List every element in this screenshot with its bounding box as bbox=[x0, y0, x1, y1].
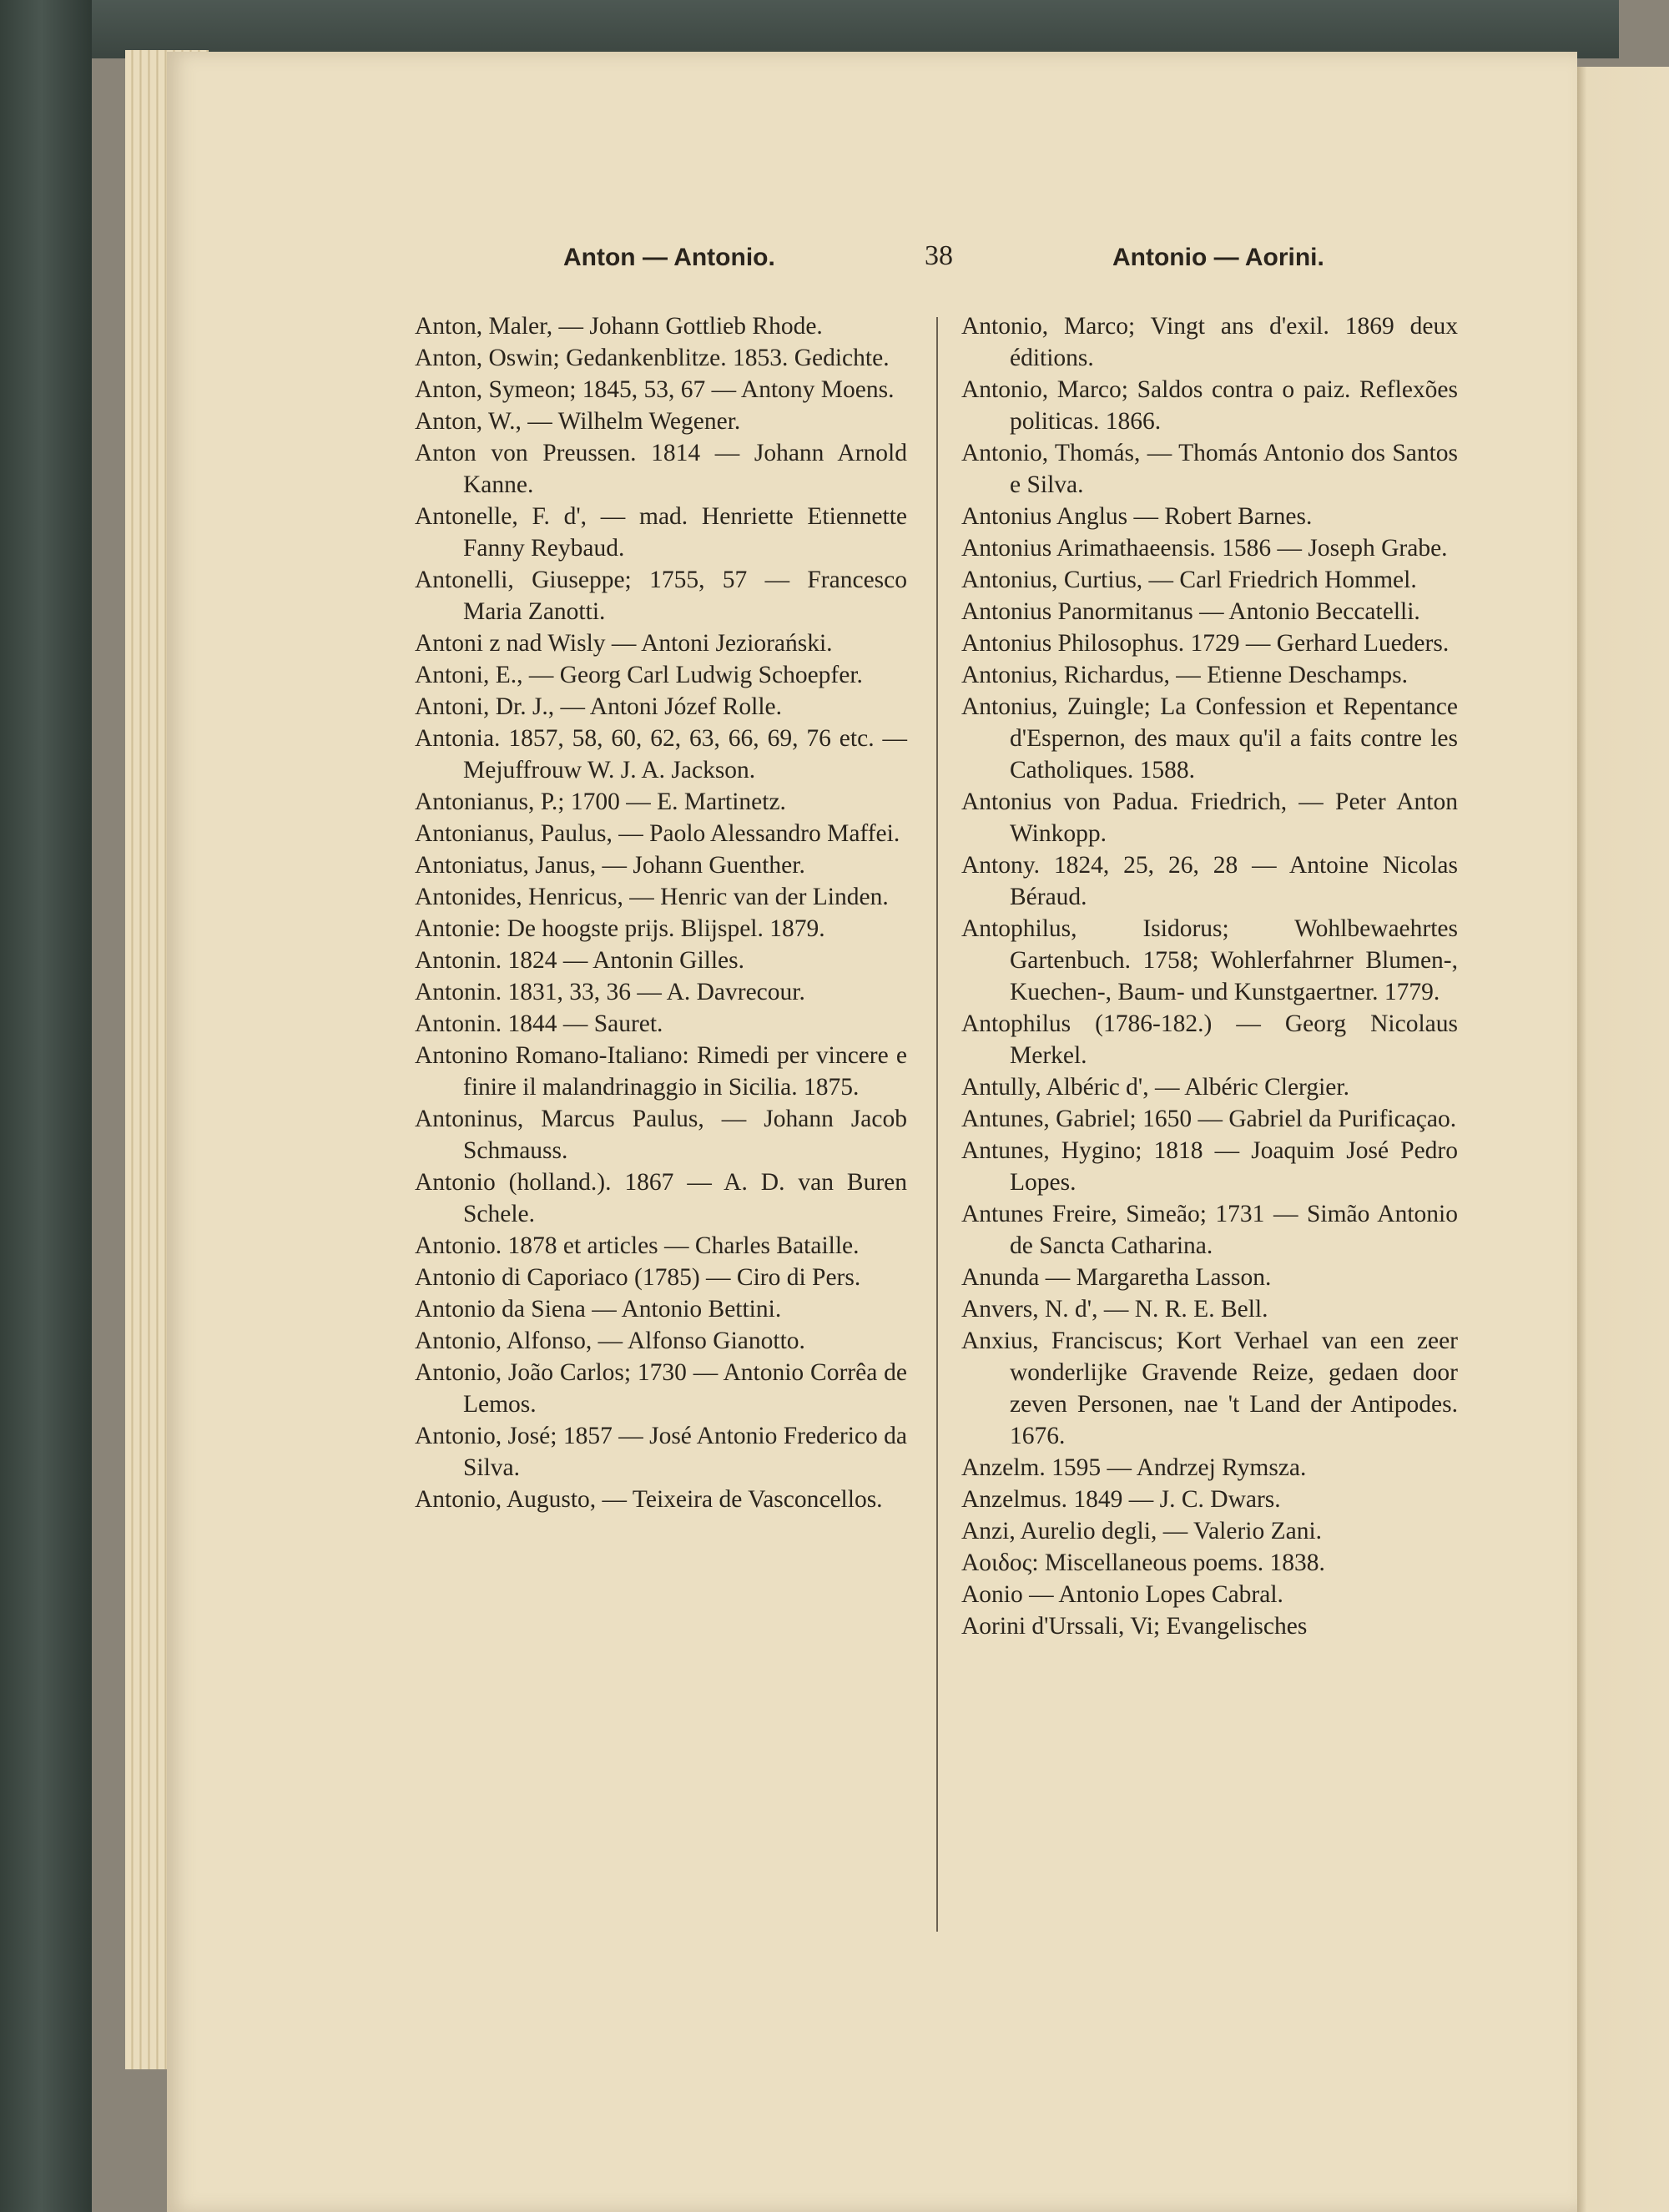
index-entry: Antonelli, Giuseppe; 1755, 57 — Francesco Maria Zanotti. bbox=[415, 567, 907, 625]
index-entry: Αοιδος: Miscellaneous poems. 1838. bbox=[961, 1549, 1325, 1576]
right-column bbox=[961, 310, 1458, 1642]
index-entry: Antoni, E., — Georg Carl Ludwig Schoepfer. bbox=[415, 662, 863, 688]
index-entry: Antoniatus, Janus, — Johann Guenther. bbox=[415, 852, 805, 879]
index-entry: Antonius Panormitanus — Antonio Beccatelli. bbox=[961, 598, 1420, 625]
index-entry: Antonius Anglus — Robert Barnes. bbox=[961, 503, 1313, 530]
index-entry: Antonin. 1831, 33, 36 — A. Davrecour. bbox=[415, 979, 805, 1005]
index-entry: Antonio, João Carlos; 1730 — Antonio Corrêa de Lemos. bbox=[415, 1359, 907, 1418]
index-entry: Antunes, Gabriel; 1650 — Gabriel da Purificaçao. bbox=[961, 1106, 1457, 1132]
index-entry: Antonio, Thomás, — Thomás Antonio dos Santos e Silva. bbox=[961, 440, 1458, 498]
index-entry: Antunes Freire, Simeão; 1731 — Simão Antonio de Sancta Catharina. bbox=[961, 1201, 1458, 1259]
index-entry: Antonio, Alfonso, — Alfonso Gianotto. bbox=[415, 1328, 805, 1354]
index-entry: Anzi, Aurelio degli, — Valerio Zani. bbox=[961, 1518, 1323, 1544]
column-divider bbox=[936, 317, 938, 1932]
index-entry: Anton, Symeon; 1845, 53, 67 — Antony Moens. bbox=[415, 376, 895, 403]
index-entry: Antonides, Henricus, — Henric van der Linden. bbox=[415, 884, 889, 910]
index-entry: Antonianus, Paulus, — Paolo Alessandro Maffei. bbox=[415, 820, 900, 847]
index-entry: Antonia. 1857, 58, 60, 62, 63, 66, 69, 76 etc. — Mejuffrouw W. J. A. Jackson. bbox=[415, 725, 907, 784]
index-entry: Antonio di Caporiaco (1785) — Ciro di Pers. bbox=[415, 1264, 861, 1291]
index-entry: Antonio. 1878 et articles — Charles Bataille. bbox=[415, 1232, 860, 1259]
index-entry: Anzelm. 1595 — Andrzej Rymsza. bbox=[961, 1454, 1307, 1481]
index-entry: Anton von Preussen. 1814 — Johann Arnold Kanne. bbox=[415, 440, 907, 498]
index-entry: Anzelmus. 1849 — J. C. Dwars. bbox=[961, 1486, 1281, 1513]
index-entry: Antonio da Siena — Antonio Bettini. bbox=[415, 1296, 782, 1323]
book-cover-top bbox=[50, 0, 1619, 58]
index-entry: Antonius Philosophus. 1729 — Gerhard Lueders. bbox=[961, 630, 1450, 657]
index-entry: Antonio, Augusto, — Teixeira de Vasconcellos. bbox=[415, 1486, 883, 1513]
facing-page-edge bbox=[1576, 67, 1669, 2212]
index-entry: Anxius, Franciscus; Kort Verhael van een zeer wonderlijke Gravende Reize, gedaen door zeven Personen, nae 't Land der Antipodes. 1676. bbox=[961, 1328, 1458, 1449]
index-entry: Anton, Oswin; Gedankenblitze. 1853. Gedichte. bbox=[415, 345, 890, 371]
index-entry: Anvers, N. d', — N. R. E. Bell. bbox=[961, 1296, 1268, 1323]
index-entry: Antonio (holland.). 1867 — A. D. van Buren Schele. bbox=[415, 1169, 907, 1227]
index-entry: Antoninus, Marcus Paulus, — Johann Jacob Schmauss. bbox=[415, 1106, 907, 1164]
index-entry: Antonio, Marco; Saldos contra o paiz. Reflexões politicas. 1866. bbox=[961, 376, 1458, 435]
index-entry: Antony. 1824, 25, 26, 28 — Antoine Nicolas Béraud. bbox=[961, 852, 1458, 910]
index-entry: Antonio, Marco; Vingt ans d'exil. 1869 deux éditions. bbox=[961, 313, 1458, 371]
running-header-left: Anton — Antonio. bbox=[563, 244, 775, 271]
index-entry: Antonius von Padua. Friedrich, — Peter Anton Winkopp. bbox=[961, 789, 1458, 847]
left-column bbox=[415, 310, 907, 1515]
index-entry: Antonius, Zuingle; La Confession et Repentance d'Espernon, des maux qu'il a faits contre les Catholiques. 1588. bbox=[961, 693, 1458, 784]
index-entry: Antonio, José; 1857 — José Antonio Frederico da Silva. bbox=[415, 1423, 907, 1481]
index-entry: Antoni z nad Wisly — Antoni Jeziorański. bbox=[415, 630, 833, 657]
page-number: 38 bbox=[925, 240, 953, 271]
book-cover-spine bbox=[0, 0, 92, 2212]
index-entry: Antonino Romano-Italiano: Rimedi per vincere e finire il malandrinaggio in Sicilia. 1875. bbox=[415, 1042, 907, 1101]
running-header-right: Antonio — Aorini. bbox=[1112, 244, 1324, 271]
index-entry: Antoni, Dr. J., — Antoni Józef Rolle. bbox=[415, 693, 783, 720]
index-entry: Antonius Arimathaeensis. 1586 — Joseph Grabe. bbox=[961, 535, 1448, 562]
index-entry: Antonin. 1844 — Sauret. bbox=[415, 1010, 663, 1037]
index-entry: Antonius, Curtius, — Carl Friedrich Hommel. bbox=[961, 567, 1417, 593]
index-entry: Antonius, Richardus, — Etienne Deschamps. bbox=[961, 662, 1409, 688]
index-entry: Antophilus, Isidorus; Wohlbewaehrtes Gartenbuch. 1758; Wohlerfahrner Blumen-, Kuechen-, Baum- und Kunstgaertner. 1779. bbox=[961, 915, 1458, 1005]
index-entry: Antully, Albéric d', — Albéric Clergier. bbox=[961, 1074, 1349, 1101]
index-entry: Antunes, Hygino; 1818 — Joaquim José Pedro Lopes. bbox=[961, 1137, 1458, 1196]
index-entry: Anton, Maler, — Johann Gottlieb Rhode. bbox=[415, 313, 823, 340]
index-entry: Aonio — Antonio Lopes Cabral. bbox=[961, 1581, 1283, 1608]
index-entry: Aorini d'Urssali, Vi; Evangelisches bbox=[961, 1613, 1308, 1640]
index-entry: Antonin. 1824 — Antonin Gilles. bbox=[415, 947, 744, 974]
index-entry: Anunda — Margaretha Lasson. bbox=[961, 1264, 1272, 1291]
index-entry: Antonianus, P.; 1700 — E. Martinetz. bbox=[415, 789, 786, 815]
index-entry: Antophilus (1786-182.) — Georg Nicolaus Merkel. bbox=[961, 1010, 1458, 1069]
index-entry: Anton, W., — Wilhelm Wegener. bbox=[415, 408, 741, 435]
index-entry: Antonelle, F. d', — mad. Henriette Etiennette Fanny Reybaud. bbox=[415, 503, 907, 562]
index-entry: Antonie: De hoogste prijs. Blijspel. 1879. bbox=[415, 915, 825, 942]
